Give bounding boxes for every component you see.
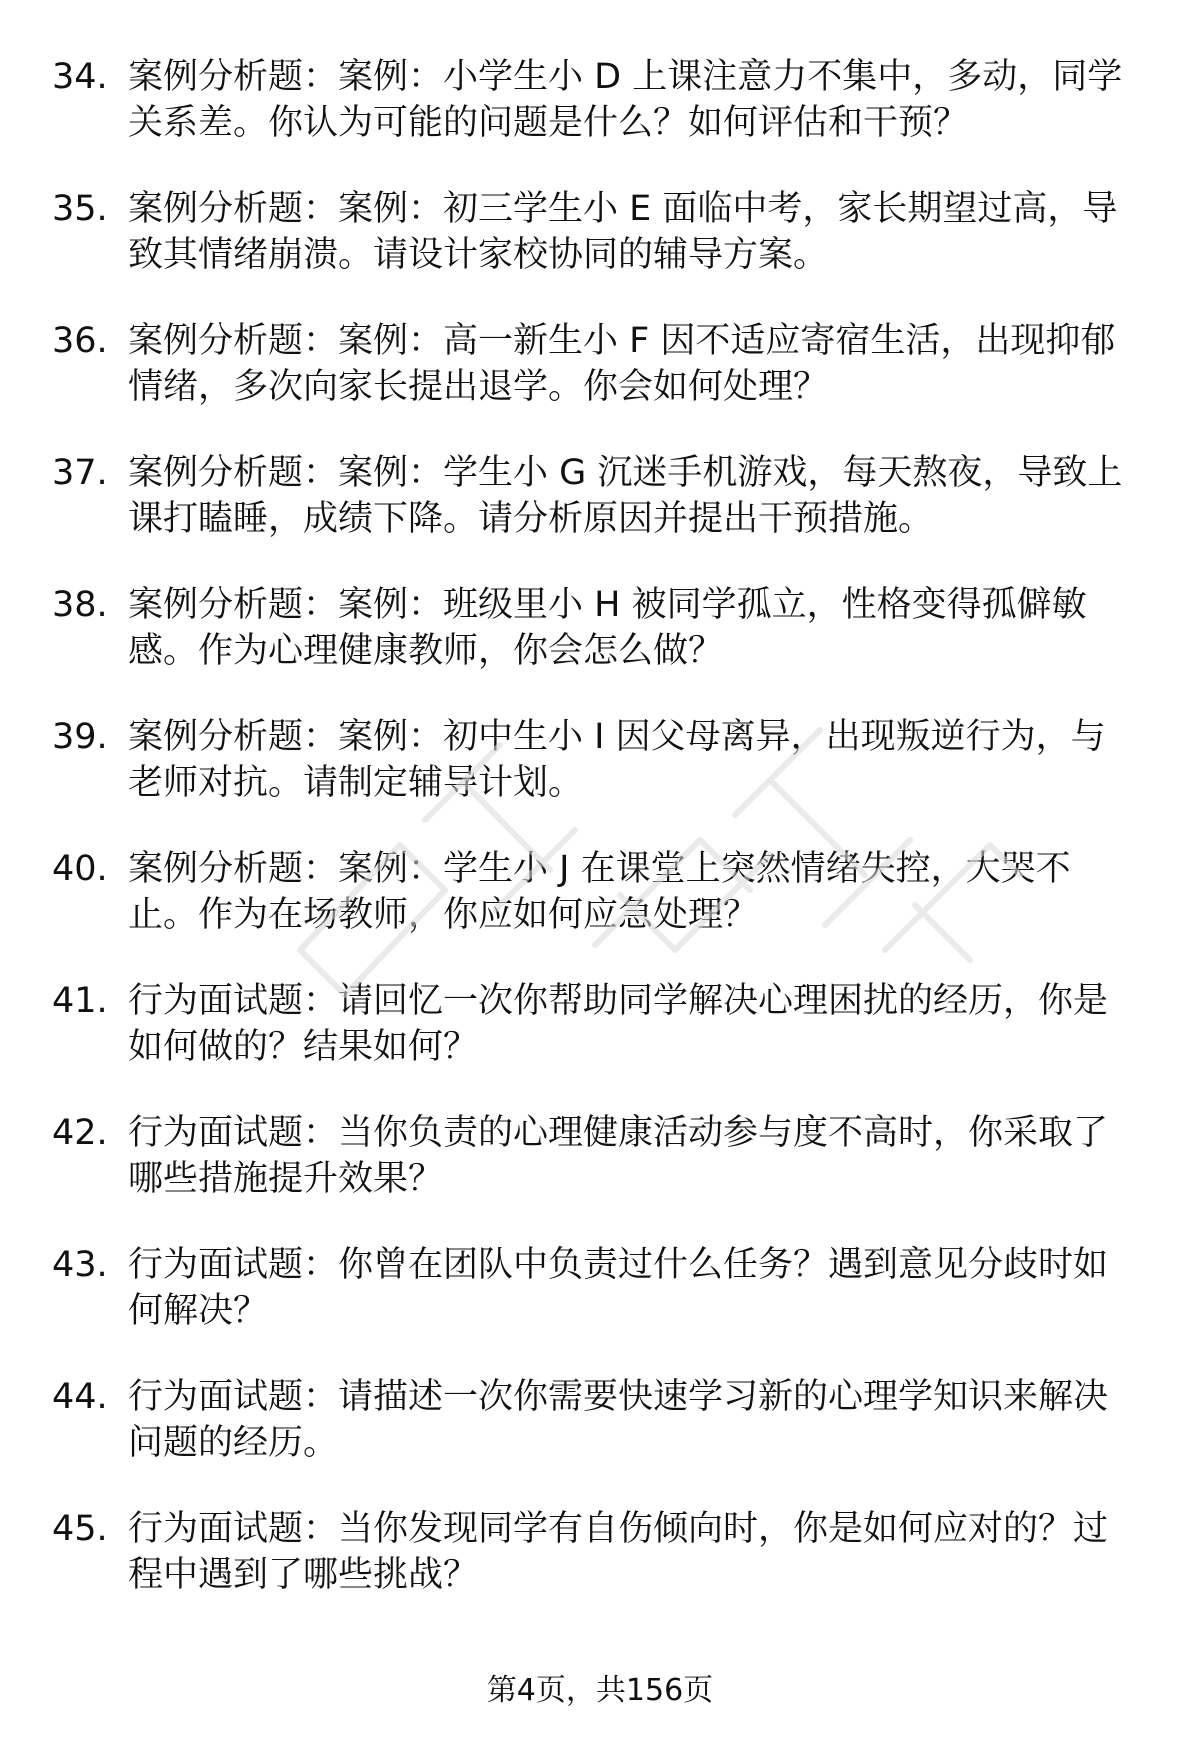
question-text: 案例分析题：案例：初三学生小 E 面临中考，家长期望过高，导 致其情绪崩溃。请设计家校协同的辅导方案。: [128, 189, 1118, 275]
question-item-39: [0, 714, 1200, 846]
question-text: 案例分析题：案例：初中生小 I 因父母离异，出现叛逆行为，与 老师对抗。请制定辅导计划。: [128, 717, 1106, 803]
question-text: 行为面试题：请回忆一次你帮助同学解决心理困扰的经历，你是 如何做的？结果如何？: [128, 981, 1109, 1067]
question-item-44: [0, 1374, 1200, 1506]
question-item-34: [0, 54, 1200, 186]
question-number: 43.: [52, 1245, 108, 1285]
page-footer: 第4页，共156页: [486, 1673, 714, 1708]
question-number: 45.: [52, 1509, 108, 1549]
question-item-40: [0, 846, 1200, 978]
question-item-36: [0, 318, 1200, 450]
question-number: 36.: [52, 321, 108, 361]
question-text: 案例分析题：案例：学生小 J 在课堂上突然情绪失控，大哭不 止。作为在场教师，你应如何应急处理？: [128, 849, 1071, 935]
question-item-38: [0, 582, 1200, 714]
question-item-43: [0, 1242, 1200, 1374]
question-number: 41.: [52, 981, 108, 1021]
question-number: 38.: [52, 585, 108, 625]
question-number: 40.: [52, 849, 108, 889]
question-number: 34.: [52, 57, 108, 97]
question-text: 行为面试题：请描述一次你需要快速学习新的心理学知识来解决 问题的经历。: [128, 1377, 1109, 1463]
question-number: 39.: [52, 717, 108, 757]
question-text: 案例分析题：案例：学生小 G 沉迷手机游戏，每天熬夜，导致上 课打瞌睡，成绩下降。请分析原因并提出干预措施。: [128, 453, 1123, 539]
question-item-37: [0, 450, 1200, 582]
question-number: 42.: [52, 1113, 108, 1153]
question-text: 行为面试题：你曾在团队中负责过什么任务？遇到意见分歧时如 何解决？: [128, 1245, 1109, 1331]
question-text: 行为面试题：当你发现同学有自伤倾向时，你是如何应对的？过 程中遇到了哪些挑战？: [128, 1509, 1109, 1595]
question-number: 35.: [52, 189, 108, 229]
question-text: 案例分析题：案例：小学生小 D 上课注意力不集中，多动，同学 关系差。你认为可能的问题是什么？如何评估和干预？: [128, 57, 1123, 143]
question-text: 案例分析题：案例：班级里小 H 被同学孤立，性格变得孤僻敏 感。作为心理健康教师，你会怎么做？: [128, 585, 1087, 671]
question-text: 行为面试题：当你负责的心理健康活动参与度不高时，你采取了 哪些措施提升效果？: [128, 1113, 1109, 1199]
question-item-35: [0, 186, 1200, 318]
question-number: 37.: [52, 453, 108, 493]
question-item-42: [0, 1110, 1200, 1242]
question-text: 案例分析题：案例：高一新生小 F 因不适应寄宿生活，出现抑郁 情绪，多次向家长提出退学。你会如何处理？: [128, 321, 1116, 407]
question-item-41: [0, 978, 1200, 1110]
question-list: [0, 54, 1200, 1638]
question-item-45: [0, 1506, 1200, 1638]
question-number: 44.: [52, 1377, 108, 1417]
